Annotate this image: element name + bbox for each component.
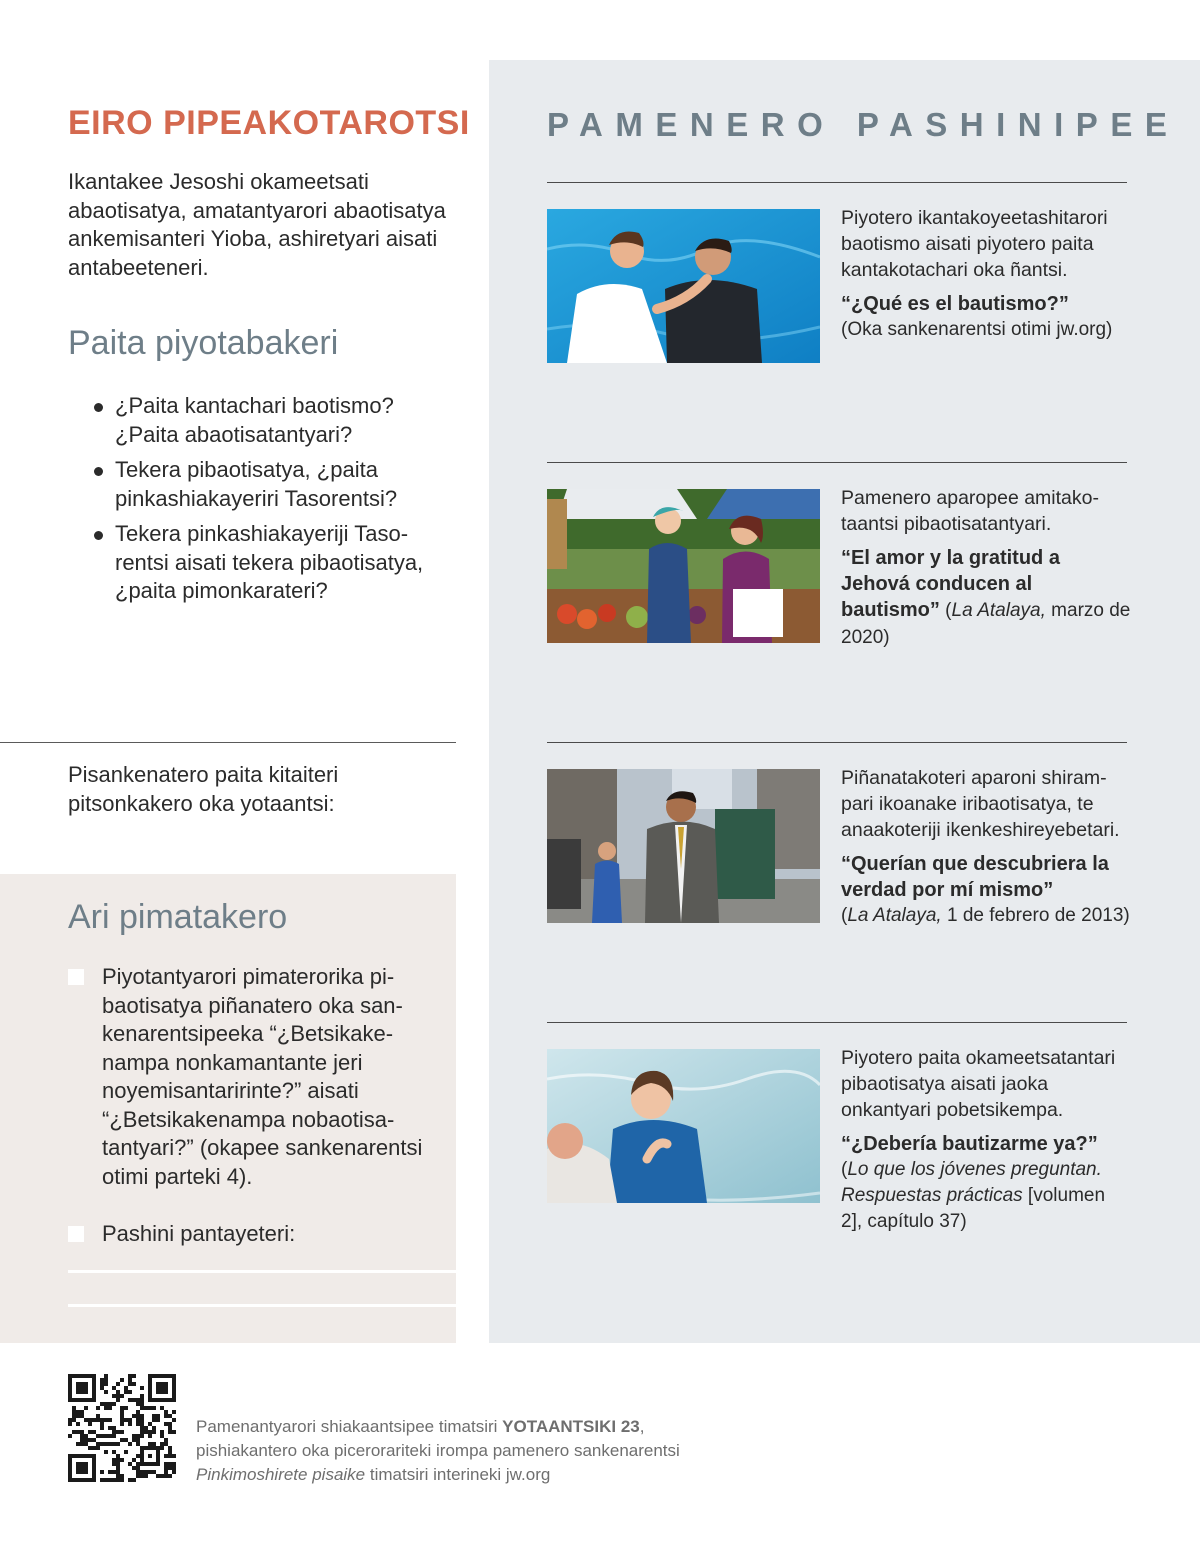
resource-text (841, 485, 1131, 651)
resource-title-link[interactable]: “El amor y la gratitud a Jehová conducen al bautismo” (841, 547, 1060, 621)
intro-paragraph: Ikantakee Jesoshi okameetsati abaotisatya, amatantyarori abaotisatya ankemisanteri Yioba, ashiretyari aisati antabeeteneri. (68, 169, 446, 280)
todo-text: Pashini pantayeteri: (102, 1221, 296, 1246)
bullet-icon (94, 467, 103, 476)
todo-heading: Ari pimatakero (68, 898, 288, 936)
citation-publication: La Atalaya, (847, 905, 942, 926)
footer-note (196, 1415, 716, 1487)
resource-description: Pamenero aparopee amitakotaantsi pibaotisatantyari. (841, 487, 1099, 535)
resource-title-link[interactable]: “¿Qué es el bautismo?” (841, 293, 1069, 315)
todo-item (68, 963, 438, 1191)
citation-date: 1 de febrero de 2013) (941, 905, 1130, 926)
questions-heading: Paita piyotabakeri (68, 324, 339, 362)
resource-title-link[interactable]: “¿Debería bautizarme ya?” (841, 1133, 1098, 1155)
resource-text (841, 205, 1131, 343)
writing-line[interactable] (68, 1270, 456, 1273)
todo-text: Piyotantyarori pimaterorika pibaotisatya piñanatero oka sankenarentsipeeka “¿Betsikakenampa nonkamantante jeri noyemisantaririnte?” aisati “¿Betsikakenampa nobaotisatantyari?” (okapee sankenarentsi otimi parteki 4). (102, 964, 423, 1189)
question-text: Tekera pibaotisatya, ¿paita pinkashiakayeriri Tasorentsi? (115, 457, 398, 511)
bullet-icon (94, 403, 103, 412)
checkbox[interactable] (68, 1226, 84, 1242)
writing-line[interactable] (68, 1304, 456, 1307)
baptism-pool-photo (547, 209, 820, 363)
resource-citation (841, 317, 1131, 343)
list-item (92, 520, 437, 606)
list-item (92, 392, 437, 449)
checkbox[interactable] (68, 969, 84, 985)
page-title: EIRO PIPEAKOTAROTSI (68, 104, 470, 142)
divider (547, 742, 1127, 743)
list-item (92, 456, 437, 513)
footer-text: , pishiakantero oka picerorariteki irompa pamenero sankenarentsi (196, 1417, 680, 1460)
citation-text: ( (939, 600, 952, 621)
citation-text: ( (841, 1159, 848, 1180)
citation-text: ( (841, 905, 848, 926)
resource-text (841, 1045, 1131, 1235)
divider (547, 1022, 1127, 1023)
resource-description: Piyotero ikantakoyeetashitarori baotismo aisati piyotero paita kantakotachari oka ñantsi. (841, 207, 1108, 281)
resource-citation (841, 545, 1131, 651)
young-woman-baptism-photo (547, 1049, 820, 1203)
divider (0, 742, 456, 743)
divider (547, 462, 1127, 463)
resources-heading: PAMENERO PASHINIPEE (547, 106, 1180, 143)
resource-text (841, 765, 1131, 929)
footer-text: Pamenantyarori shiakaantsipee timatsiri (196, 1417, 503, 1436)
resource-title-link[interactable]: “Querían que descubriera la verdad por mí mismo” (841, 853, 1109, 901)
footer-text: timatsiri interineki jw.org (365, 1465, 551, 1484)
resource-citation (841, 903, 1131, 929)
resource-description: Piñanatakoteri aparoni shirampari ikoanake iribaotisatya, te anaakoteriji ikenkeshireyebetari. (841, 767, 1120, 841)
footer-publication: Pinkimoshirete pisaike (196, 1465, 366, 1484)
citation-text: (Oka sankenarentsi otimi jw.org) (841, 319, 1113, 340)
question-text: ¿Paita kantachari baotismo? ¿Paita abaotisatantyari? (115, 393, 394, 447)
citation-publication: Lo que los jóvenes preguntan. Respuestas prácticas (841, 1159, 1102, 1206)
bullet-icon (94, 531, 103, 540)
question-text: Tekera pinkashiakayeriji Tasorentsi aisati tekera pibaotisatya, ¿paita pimonkarateri? (115, 521, 424, 603)
qr-code-icon[interactable] (68, 1374, 176, 1482)
footer-lesson-ref: YOTAANTSIKI 23 (502, 1417, 640, 1436)
citation-date: marzo de 2020) (841, 600, 1131, 648)
resource-description: Piyotero paita okameetsatantari pibaotisatya aisati jaoka onkantyari pobetsikempa. (841, 1047, 1116, 1121)
market-conversation-photo (547, 489, 820, 643)
resource-citation (841, 1157, 1131, 1235)
city-street-man-photo (547, 769, 820, 923)
todo-item (68, 1220, 438, 1249)
questions-list (92, 392, 437, 613)
citation-chapter: [volumen 2], capítulo 37) (841, 1185, 1106, 1232)
note-prompt: Pisankenatero paita kitaiteri pitsonkakero oka yotaantsi: (68, 762, 339, 816)
citation-publication: La Atalaya, (951, 600, 1046, 621)
divider (547, 182, 1127, 183)
